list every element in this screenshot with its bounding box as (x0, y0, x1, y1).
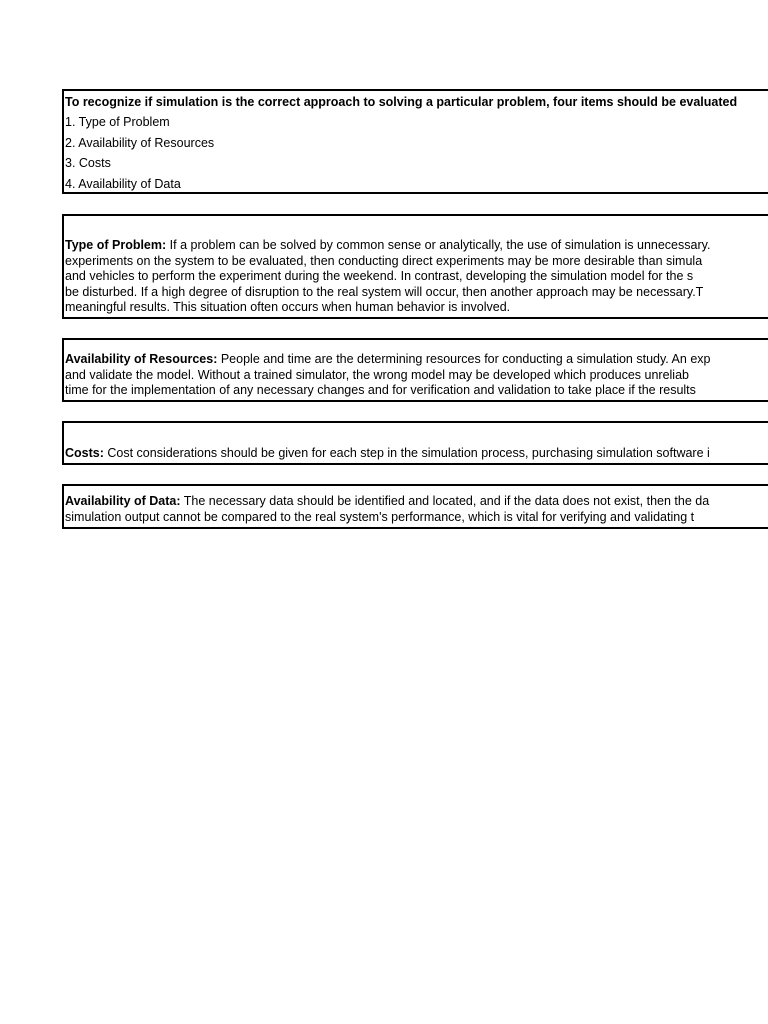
costs-text (65, 446, 710, 462)
availability-of-data-box (62, 484, 768, 529)
availability-of-resources-line-3: time for the implementation of any necessary changes and for verification and validation to take place if the results (65, 383, 696, 397)
availability-of-data-line-2: simulation output cannot be compared to the real system's performance, which is vital for verifying and validating t (65, 509, 695, 524)
costs-label: Costs: (65, 446, 104, 460)
type-of-problem-line-2: experiments on the system to be evaluated, then conducting direct experiments may be more desirable than simula (65, 253, 703, 268)
intro-item-costs: 3. Costs (65, 156, 111, 170)
type-of-problem-line-5: meaningful results. This situation often occurs when human behavior is involved. (65, 300, 511, 314)
availability-of-data-line-1-text: The necessary data should be identified and located, and if the data does not exist, then the da (180, 494, 710, 508)
intro-box (62, 89, 768, 194)
costs-box (62, 421, 768, 465)
availability-of-resources-label: Availability of Resources: (65, 352, 218, 366)
type-of-problem-line-1 (65, 238, 710, 254)
availability-of-resources-text (65, 352, 710, 399)
type-of-problem-line-3: and vehicles to perform the experiment during the weekend. In contrast, developing the simulation model for the s (65, 269, 694, 283)
availability-of-data-text (65, 494, 709, 525)
costs-line-1-text: Cost considerations should be given for each step in the simulation process, purchasing simulation software i (103, 446, 710, 460)
availability-of-resources-line-1 (65, 352, 710, 368)
type-of-problem-text (65, 238, 710, 316)
type-of-problem-box (62, 214, 768, 319)
availability-of-resources-line-2: and validate the model. Without a trained simulator, the wrong model may be developed which produces unreliab (65, 367, 689, 382)
intro-item-availability-of-resources: 2. Availability of Resources (65, 136, 215, 150)
costs-line-1 (65, 446, 710, 462)
intro-item-availability-of-data: 4. Availability of Data (65, 177, 181, 191)
intro-item-type-of-problem: 1. Type of Problem (65, 115, 170, 129)
type-of-problem-label: Type of Problem: (65, 238, 167, 252)
availability-of-data-label: Availability of Data: (65, 494, 181, 508)
availability-of-data-line-1 (65, 494, 709, 510)
type-of-problem-line-1-text: If a problem can be solved by common sense or analytically, the use of simulation is unnecessary. (166, 238, 711, 252)
availability-of-resources-box (62, 338, 768, 402)
availability-of-resources-line-1-text: People and time are the determining resources for conducting a simulation study. An exp (217, 352, 711, 366)
type-of-problem-line-4: be disturbed. If a high degree of disruption to the real system will occur, then another approach may be necessary.T (65, 284, 704, 299)
intro-heading: To recognize if simulation is the correct approach to solving a particular problem, four items should be evaluated (65, 95, 738, 109)
